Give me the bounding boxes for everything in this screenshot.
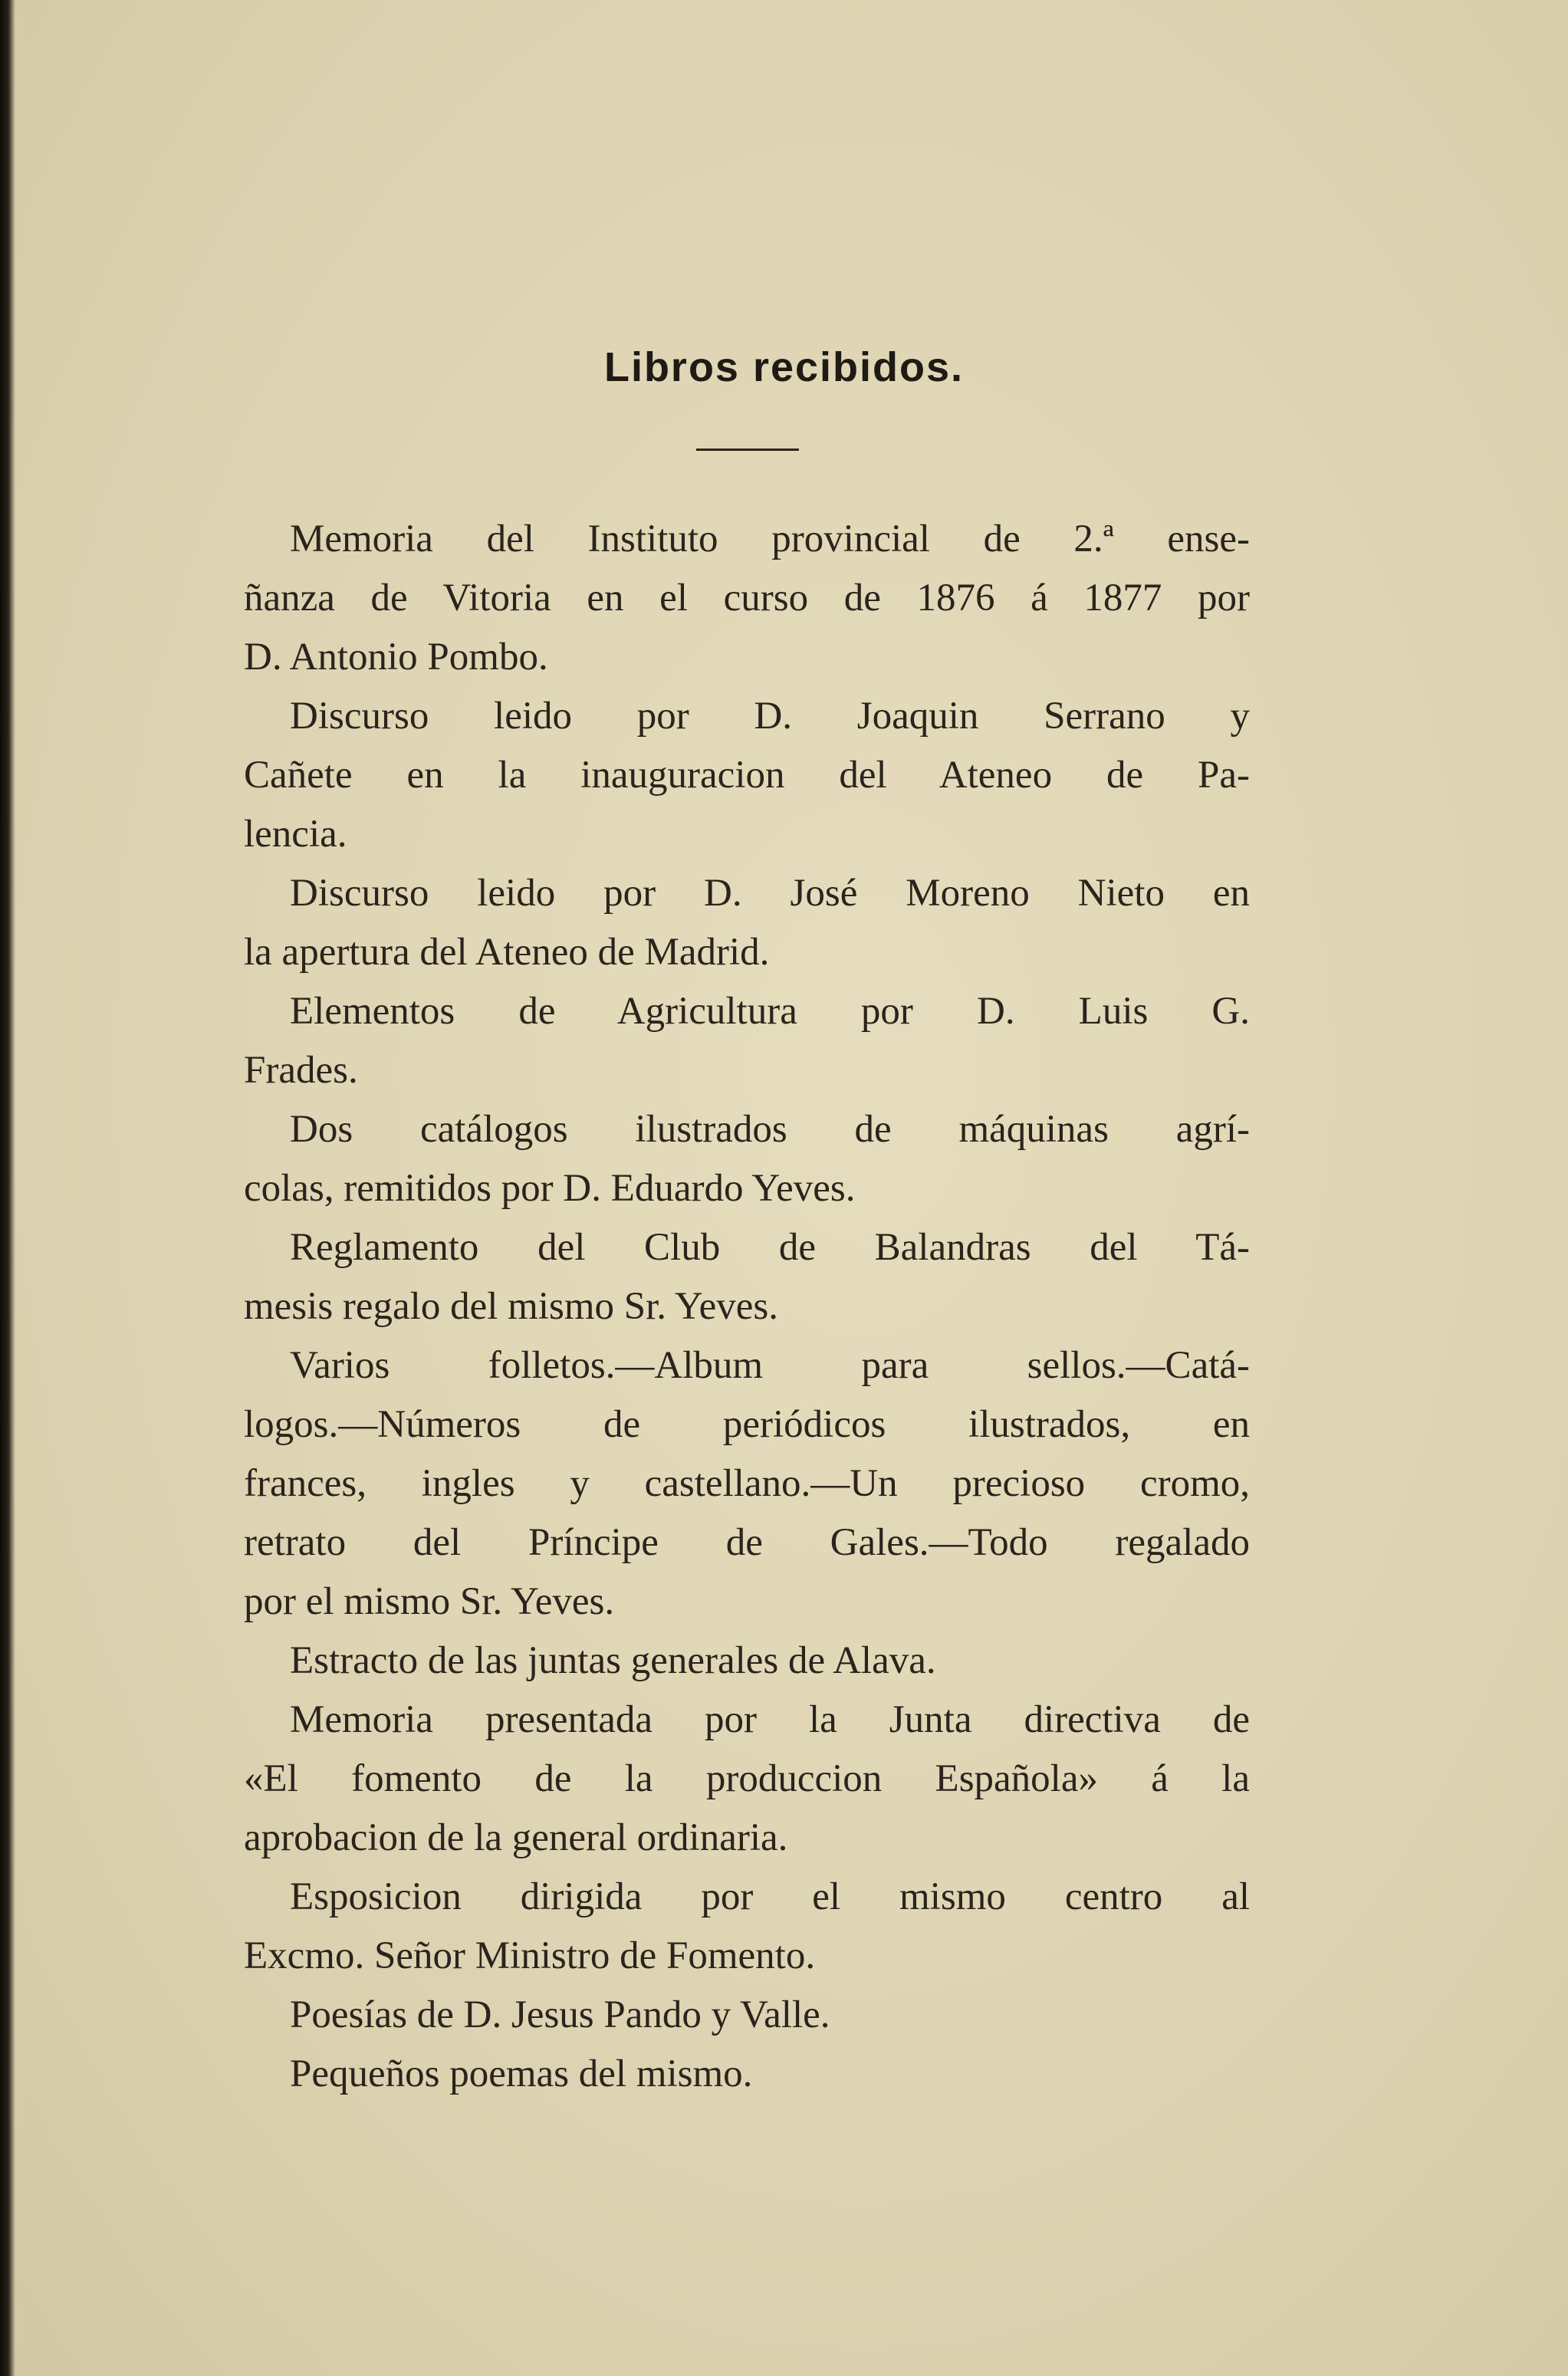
entry-line: ñanza de Vitoria en el curso de 1876 á 1877 por bbox=[244, 577, 1250, 619]
entry-line: lencia. bbox=[244, 813, 347, 856]
page-title: Libros recibidos. bbox=[603, 344, 965, 390]
entry-line: la apertura del Ateneo de Madrid. bbox=[244, 931, 770, 974]
book-entry bbox=[244, 1218, 1250, 1336]
entry-line: Discurso leido por D. Joaquin Serrano y bbox=[290, 695, 1250, 738]
book-entry bbox=[244, 1632, 1250, 1691]
entry-line: Reglamento del Club de Balandras del Tá- bbox=[290, 1226, 1250, 1269]
book-entry bbox=[244, 864, 1250, 982]
entry-line: «El fomento de la produccion Española» á la bbox=[244, 1757, 1250, 1800]
book-entry bbox=[244, 982, 1250, 1100]
entry-line: Excmo. Señor Ministro de Fomento. bbox=[244, 1934, 816, 1977]
entry-line: frances, ingles y castellano.—Un precioso cromo, bbox=[244, 1462, 1250, 1505]
book-entry bbox=[244, 1986, 1250, 2045]
entry-line: Memoria del Instituto provincial de 2.ª ense- bbox=[290, 518, 1250, 560]
entry-line: por el mismo Sr. Yeves. bbox=[244, 1580, 615, 1623]
book-entry bbox=[244, 1336, 1250, 1632]
entry-line: Dos catálogos ilustrados de máquinas agrí- bbox=[290, 1108, 1250, 1151]
entry-line: Memoria presentada por la Junta directiva de bbox=[290, 1698, 1250, 1741]
books-list bbox=[244, 510, 1250, 2104]
entry-line: Pequeños poemas del mismo. bbox=[290, 2052, 753, 2095]
entry-line: aprobacion de la general ordinaria. bbox=[244, 1816, 788, 1859]
book-entry bbox=[244, 687, 1250, 864]
entry-line: D. Antonio Pombo. bbox=[244, 636, 548, 679]
book-entry bbox=[244, 1691, 1250, 1868]
entry-line: mesis regalo del mismo Sr. Yeves. bbox=[244, 1285, 778, 1328]
entry-line: Varios folletos.—Album para sellos.—Catá- bbox=[290, 1344, 1250, 1387]
entry-line: retrato del Príncipe de Gales.—Todo regalado bbox=[244, 1521, 1250, 1564]
book-entry bbox=[244, 1868, 1250, 1986]
book-entry bbox=[244, 510, 1250, 687]
entry-line: logos.—Números de periódicos ilustrados, en bbox=[244, 1403, 1250, 1446]
entry-line: Poesías de D. Jesus Pando y Valle. bbox=[290, 1993, 830, 2036]
title-rule-divider bbox=[696, 449, 799, 451]
entry-line: Esposicion dirigida por el mismo centro al bbox=[290, 1875, 1250, 1918]
entry-line: Frades. bbox=[244, 1049, 358, 1092]
entry-line: Discurso leido por D. José Moreno Nieto en bbox=[290, 872, 1250, 915]
entry-line: Cañete en la inauguracion del Ateneo de Pa- bbox=[244, 754, 1250, 797]
entry-line: Estracto de las juntas generales de Alava. bbox=[290, 1639, 936, 1682]
entry-line: Elementos de Agricultura por D. Luis G. bbox=[290, 990, 1250, 1033]
book-entry bbox=[244, 2045, 1250, 2104]
entry-line: colas, remitidos por D. Eduardo Yeves. bbox=[244, 1167, 856, 1210]
book-entry bbox=[244, 1100, 1250, 1218]
